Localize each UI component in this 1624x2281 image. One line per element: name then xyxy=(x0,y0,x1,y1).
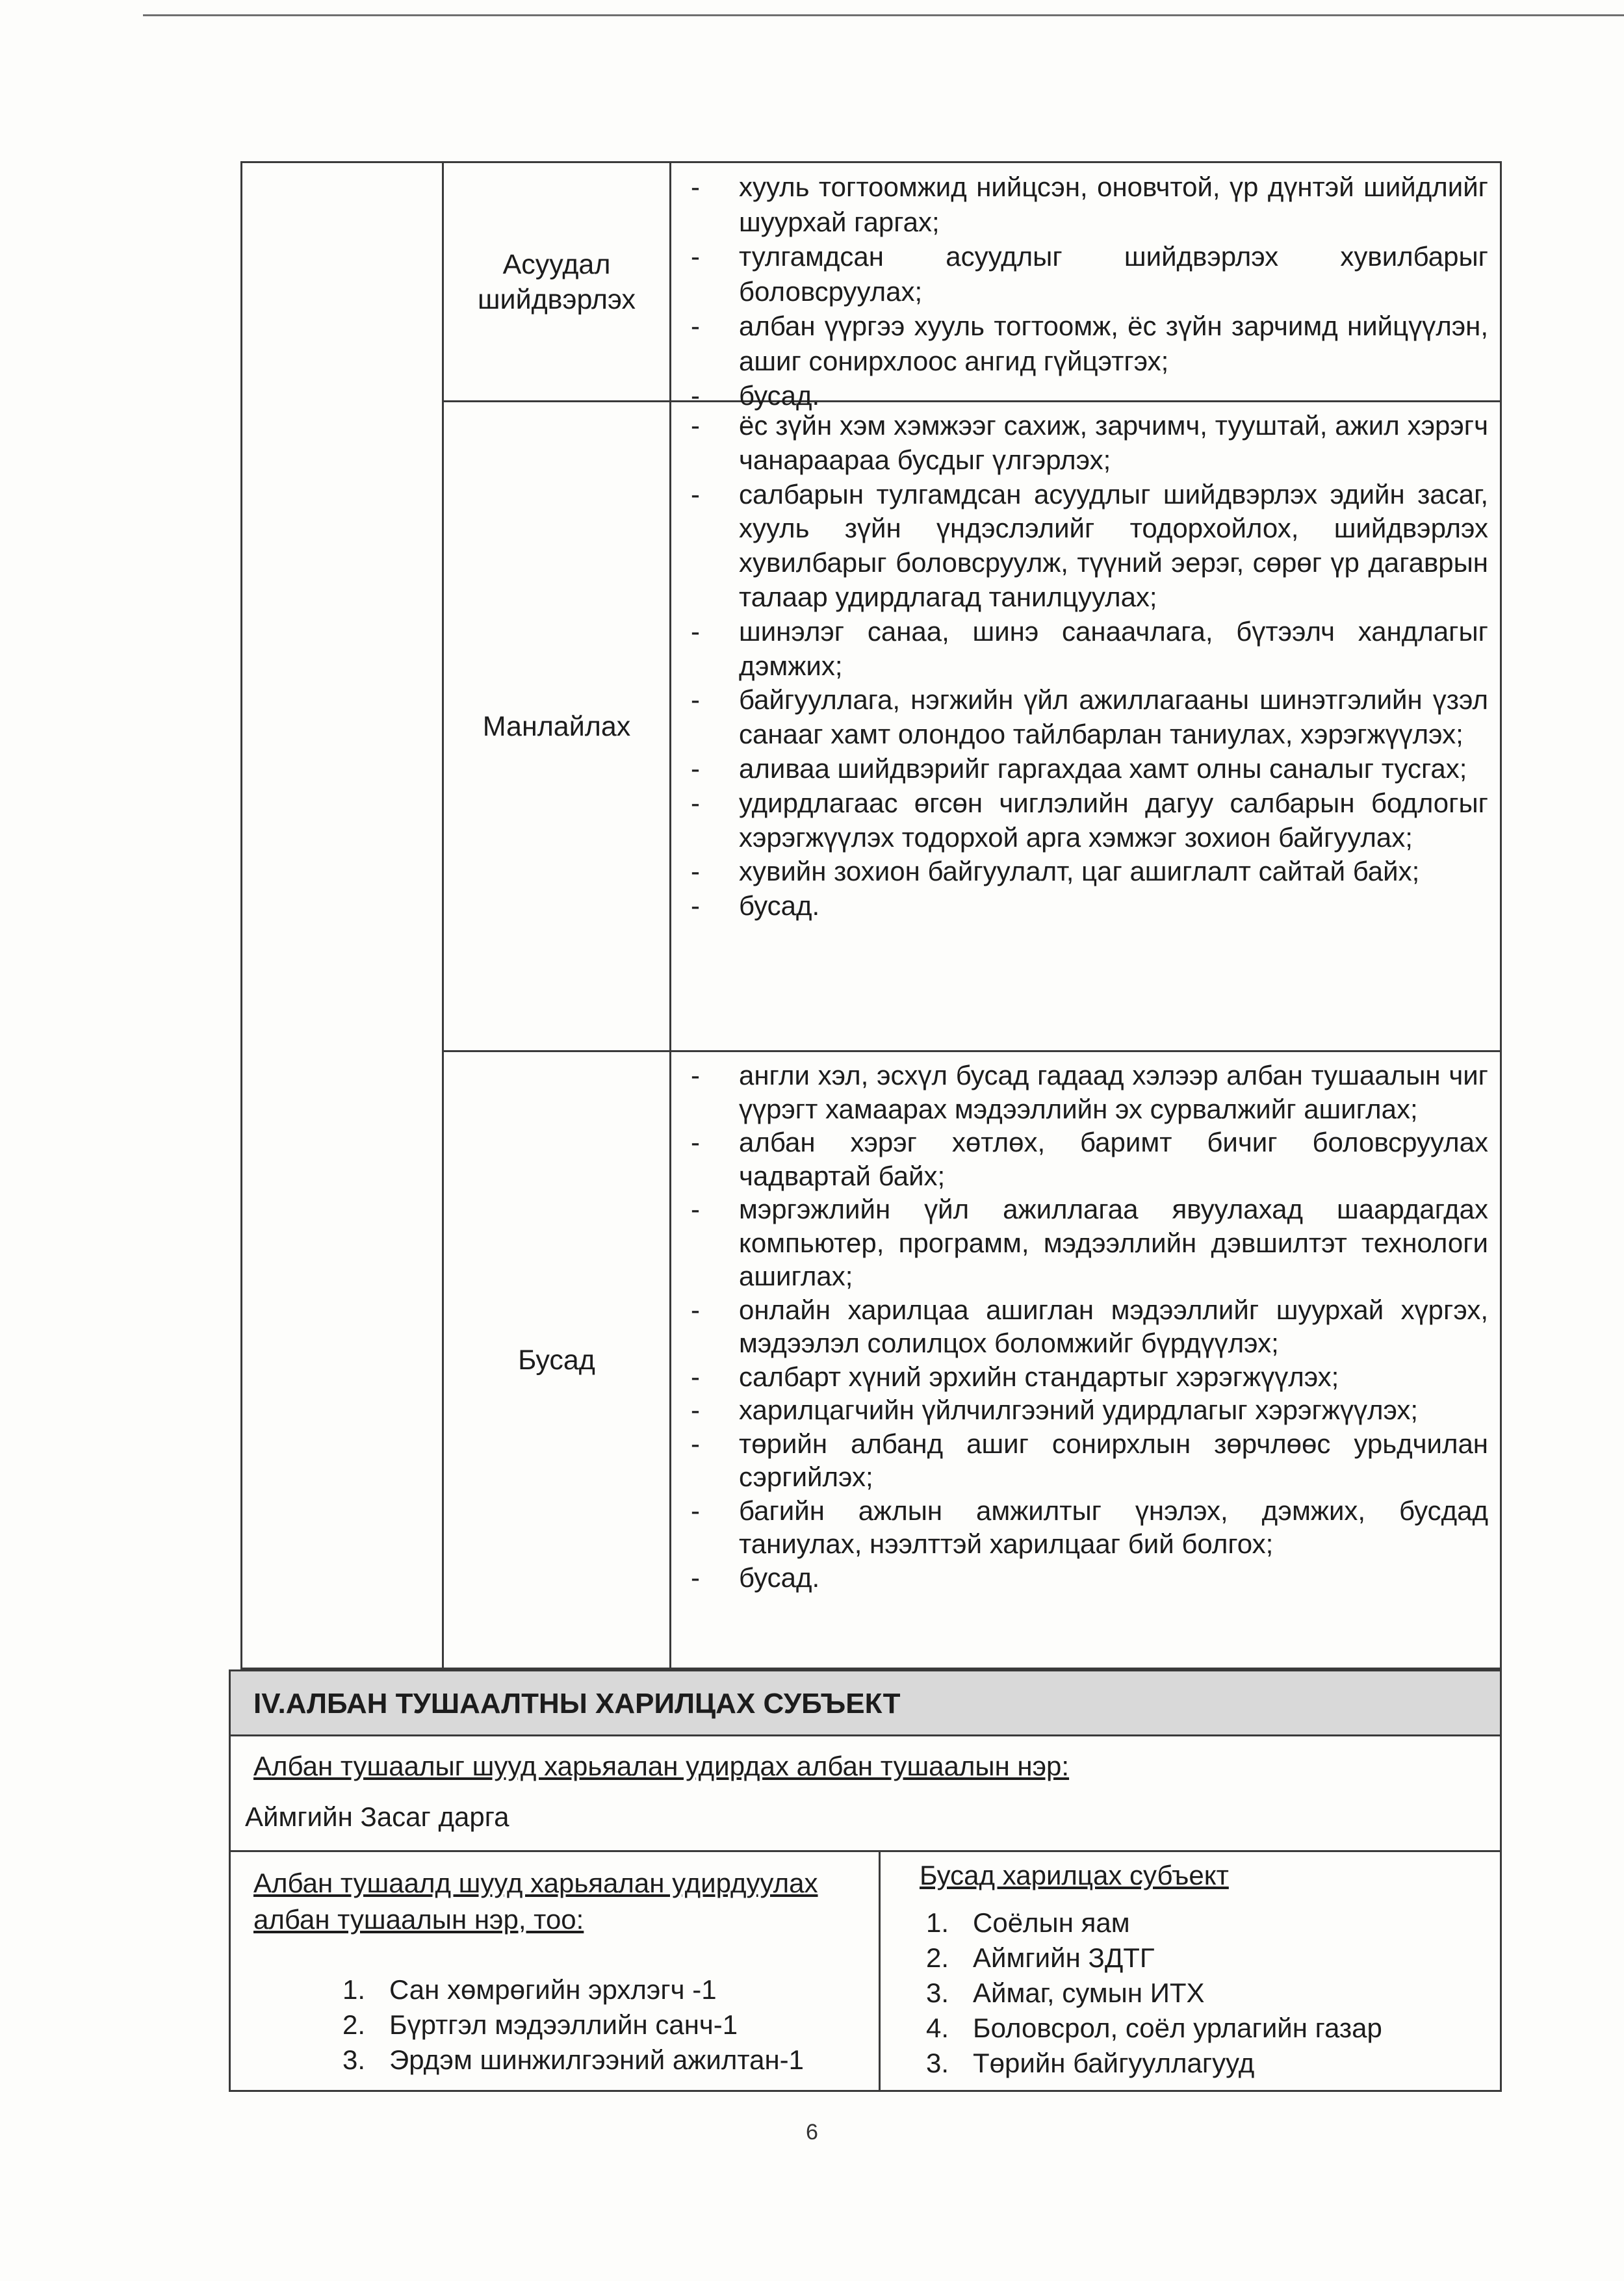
supervisor-name: Аймгийн Засаг дарга xyxy=(245,1801,509,1832)
competency-item xyxy=(691,239,1488,309)
top-border-line xyxy=(143,14,1624,16)
competency-item xyxy=(691,1427,1488,1494)
list-item-text: Аймаг, сумын ИТХ xyxy=(973,1978,1205,2008)
competency-item-text: хувийн зохион байгуулалт, цаг ашиглалт сайтай байх; xyxy=(739,856,1420,887)
supervisor-label: Албан тушаалыг шууд харьяалан удирдах албан тушаалын нэр: xyxy=(253,1751,1070,1781)
competency-item-text: шинэлэг санаа, шинэ санаачлага, бүтээлч хандлагыг дэмжих; xyxy=(739,615,1488,681)
competency-item-text: төрийн албанд ашиг сонирхлын зөрчлөөс урьдчилан сэргийлэх; xyxy=(739,1428,1488,1492)
subordinates-title: Албан тушаалд шууд харьяалан удирдуулах албан тушаалын нэр, тоо: xyxy=(253,1868,818,1935)
competency-name: Асуудал шийдвэрлэх xyxy=(444,163,671,400)
competency-item-text: харилцагчийн үйлчилгээний удирдлагыг хэрэгжүүлэх; xyxy=(739,1395,1419,1425)
competency-item xyxy=(691,889,1488,923)
dash-bullet: - xyxy=(691,1294,700,1325)
competency-item-text: албан үүргээ хууль тогтоомж, ёс зүйн зарчимд нийцүүлэн, ашиг сонирхлоос ангид гүйцэтгэх; xyxy=(739,311,1488,376)
list-item-text: Сан хөмрөгийн эрхлэгч -1 xyxy=(389,1974,717,2005)
competency-item xyxy=(691,309,1488,378)
competency-item-text: онлайн харилцаа ашиглан мэдээллийг шуурхай хүргэх, мэдээлэл солилцох боломжийг бүрдүүлэх; xyxy=(739,1294,1488,1358)
competency-item xyxy=(691,1360,1488,1394)
list-item-number: 2. xyxy=(342,2009,366,2040)
competency-item xyxy=(691,1126,1488,1192)
competency-item xyxy=(691,1059,1488,1126)
others-list xyxy=(926,1905,1382,2081)
supervisor-block xyxy=(231,1736,1500,1852)
list-item-text: Бүртгэл мэдээллийн санч-1 xyxy=(389,2009,738,2040)
dash-bullet: - xyxy=(691,172,700,202)
dash-bullet: - xyxy=(691,241,700,272)
competency-group-cell xyxy=(242,163,444,1668)
competency-item-text: салбарт хүний эрхийн стандартыг хэрэгжүүлэх; xyxy=(739,1361,1339,1392)
competency-item-text: албан хэрэг хөтлөх, баримт бичиг боловсруулах чадвартай байх; xyxy=(739,1127,1488,1191)
dash-bullet: - xyxy=(691,890,700,921)
subordinates-list xyxy=(342,1972,804,2078)
dash-bullet: - xyxy=(691,1060,700,1090)
dash-bullet: - xyxy=(691,787,700,818)
competencies-table xyxy=(240,161,1502,1669)
competency-item-text: багийн ажлын амжилтыг үнэлэх, дэмжих, бусдад таниулах, нээлттэй харилцааг бий болгох; xyxy=(739,1495,1488,1559)
competency-item xyxy=(691,170,1488,239)
list-item xyxy=(926,2011,1382,2046)
list-item xyxy=(926,2046,1382,2081)
competency-row-leadership xyxy=(444,402,1500,1052)
competency-item-text: мэргэжлийн үйл ажиллагаа явуулахад шаардагдах компьютер, программ, мэдээллийн дэвшилтэт технологи ашиглах; xyxy=(739,1194,1488,1291)
list-item-number: 3. xyxy=(926,1978,949,2008)
list-item-number: 3. xyxy=(926,2048,949,2078)
competency-item xyxy=(691,615,1488,684)
list-item xyxy=(342,1972,804,2007)
dash-bullet: - xyxy=(691,1395,700,1425)
competency-item xyxy=(691,1494,1488,1561)
competency-item xyxy=(691,409,1488,478)
dash-bullet: - xyxy=(691,684,700,715)
competency-item-text: хууль тогтоомжид нийцсэн, оновчтой, үр дүнтэй шийдлийг шуурхай гаргах; xyxy=(739,172,1488,237)
list-item-number: 1. xyxy=(342,1974,366,2005)
dash-bullet: - xyxy=(691,1562,700,1593)
dash-bullet: - xyxy=(691,615,700,647)
competency-item xyxy=(691,478,1488,615)
competency-item xyxy=(691,752,1488,786)
competency-item-text: удирдлагаас өгсөн чиглэлийн дагуу салбарын бодлогыг хэрэгжүүлэх тодорхой арга хэмжэг зохион байгуулах; xyxy=(739,787,1488,853)
competency-item-text: бусад. xyxy=(739,1562,820,1593)
page-number: 6 xyxy=(806,2120,818,2145)
competency-item-text: бусад. xyxy=(739,380,820,411)
competency-items xyxy=(671,163,1500,411)
list-item-text: Төрийн байгууллагууд xyxy=(973,2048,1255,2078)
competency-item xyxy=(691,855,1488,889)
competency-item xyxy=(691,786,1488,855)
list-item-text: Эрдэм шинжилгээний ажилтан-1 xyxy=(389,2044,804,2075)
list-item-number: 4. xyxy=(926,2013,949,2043)
competency-item xyxy=(691,683,1488,752)
competency-item xyxy=(691,1192,1488,1293)
competency-item-text: салбарын тулгамдсан асуудлыг шийдвэрлэх эдийн засаг, хууль зүйн үндэслэлийг тодорхойлох, шийдвэрлэх хувилбарыг боловсруулж, түүний эерэг, сөрөг үр дагаврын талаар удирдлагад танилцуулах; xyxy=(739,478,1488,612)
list-item xyxy=(342,2007,804,2043)
competency-items xyxy=(671,402,1500,1050)
competency-name: Манлайлах xyxy=(444,402,671,1050)
dash-bullet: - xyxy=(691,856,700,887)
competency-item xyxy=(691,1561,1488,1595)
dash-bullet: - xyxy=(691,410,700,441)
dash-bullet: - xyxy=(691,311,700,341)
list-item xyxy=(926,1905,1382,1940)
competency-item-text: англи хэл, эсхүл бусад гадаад хэлээр албан тушаалын чиг үүрэгт хамаарах мэдээллийн эх сурвалжийг ашиглах; xyxy=(739,1060,1488,1124)
others-column xyxy=(881,1852,1500,2090)
dash-bullet: - xyxy=(691,380,700,411)
competency-item-text: байгууллага, нэгжийн үйл ажиллагааны шинэтгэлийн үзэл санааг хамт олондоо тайлбарлан таниулах, хэрэгжүүлэх; xyxy=(739,684,1488,750)
competency-name: Бусад xyxy=(444,1052,671,1668)
competency-item-text: тулгамдсан асуудлыг шийдвэрлэх хувилбарыг боловсруулах; xyxy=(739,241,1488,307)
dash-bullet: - xyxy=(691,1428,700,1459)
others-title: Бусад харилцах субъект xyxy=(920,1860,1229,1890)
dash-bullet: - xyxy=(691,753,700,784)
list-item-number: 3. xyxy=(342,2044,366,2075)
competency-row-other xyxy=(444,1052,1500,1668)
list-item-text: Аймгийн ЗДТГ xyxy=(973,1942,1155,1973)
section-title: IV.АЛБАН ТУШААЛТНЫ ХАРИЛЦАХ СУБЪЕКТ xyxy=(231,1671,1500,1736)
list-item xyxy=(342,2043,804,2078)
competency-row-problem-solving xyxy=(444,163,1500,411)
dash-bullet: - xyxy=(691,1194,700,1224)
list-item xyxy=(926,1976,1382,2011)
competency-item xyxy=(691,1393,1488,1427)
competency-items xyxy=(671,1052,1500,1668)
section-iv xyxy=(229,1669,1502,2092)
competency-item-text: аливаа шийдвэрийг гаргахдаа хамт олны саналыг тусгах; xyxy=(739,753,1467,784)
dash-bullet: - xyxy=(691,1361,700,1392)
competency-item-text: бусад. xyxy=(739,890,820,921)
list-item-number: 1. xyxy=(926,1907,949,1938)
list-item xyxy=(926,1940,1382,1976)
list-item-text: Соёлын яам xyxy=(973,1907,1130,1938)
list-item-text: Боловсрол, соёл урлагийн газар xyxy=(973,2013,1382,2043)
dash-bullet: - xyxy=(691,478,700,509)
competency-item xyxy=(691,1293,1488,1360)
list-item-number: 2. xyxy=(926,1942,949,1973)
competency-item-text: ёс зүйн хэм хэмжээг сахиж, зарчимч, тууштай, ажил хэрэгч чанараараа бусдыг үлгэрлэх; xyxy=(739,410,1488,475)
subordinates-column xyxy=(231,1852,881,2090)
dash-bullet: - xyxy=(691,1495,700,1526)
dash-bullet: - xyxy=(691,1127,700,1157)
